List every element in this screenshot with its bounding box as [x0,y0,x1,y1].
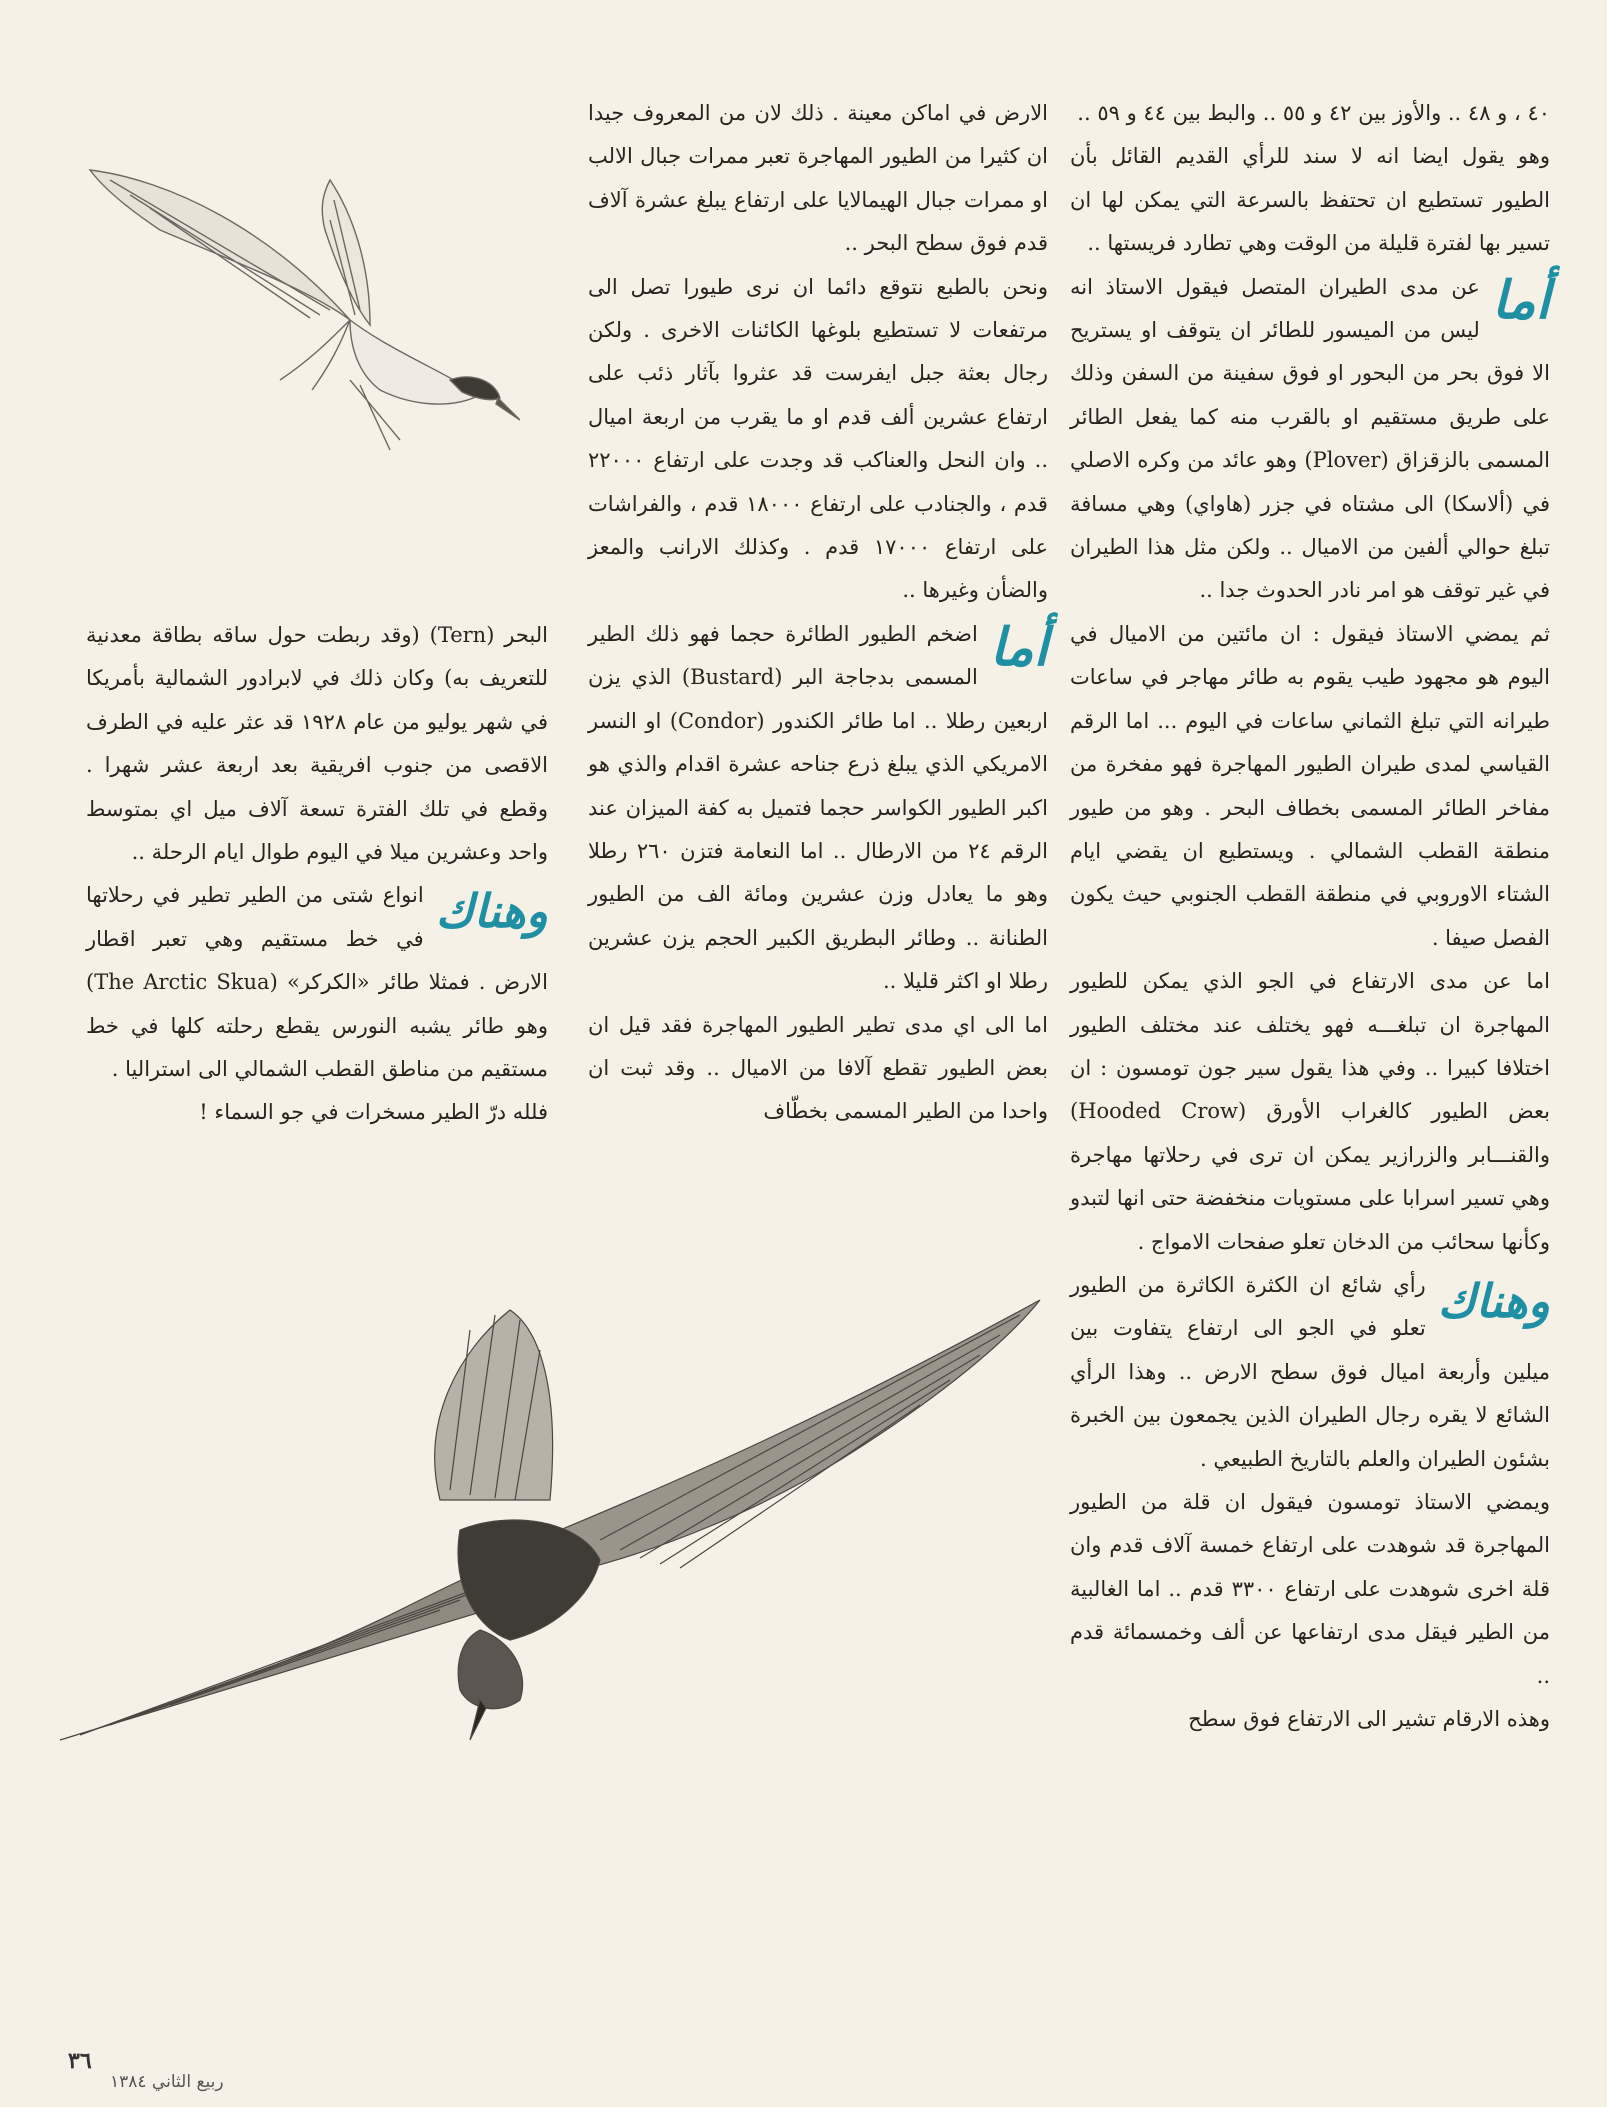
drop-cap-word: وهناك [1437,1273,1550,1328]
paragraph-with-dropcap [588,613,1048,1004]
paragraph: ثم يمضي الاستاذ فيقول : ان مائتين من الاميال في اليوم هو مجهود طيب يقوم به طائر مهاجر في ساعات طيرانه التي تبلغ الثماني ساعات في اليوم ... اما الرقم القياسي لمدى طيران الطيور المهاجرة فهو مفخرة من مفاخر الطائر المسمى بخطاف البحر . وهو من طيور منطقة القطب الشمالي . ويستطيع ان يقضي ايام الشتاء الاوروبي في منطقة القطب الجنوبي حيث يكون الفصل صيفا . [1070,621,1550,950]
paragraph-text: عن مدى الطيران المتصل فيقول الاستاذ انه ليس من الميسور للطائر ان يتوقف او يستريح الا فوق بحر من البحور او فوق سفينة من السفن وذلك على طريق مستقيم او بالقرب منه كما يفعل الطائر المسمى بالزقزاق (Plover) وهو عائد من وكره الاصلي في (ألاسكا) الى مشتاه في جزر (هاواي) وهي مسافة تبلغ حوالي ألفين من الاميال .. ولكن مثل هذا الطيران في غير توقف هو امر نادر الحدوث جدا .. [1070,274,1551,603]
paragraph-text: اضخم الطيور الطائرة حجما فهو ذلك الطير المسمى بدجاجة البر (Bustard) الذي يزن اربعين رطلا .. اما طائر الكندور (Condor) او النسر الامريكي الذي يبلغ ذرع جناحه عشرة اقدام والذي هو اكبر الطيور الكواسر حجما فتميل به كفة الميزان عند الرقم ٢٤ من الارطال .. اما النعامة فتزن ٢٦٠ رطلا وهو ما يعادل وزن عشرين ومائة الف من الطيور الطنانة .. وطائر البطريق الكبير الحجم يزن عشرين رطلا او اكثر قليلا .. [588,621,1048,994]
paragraph-with-dropcap [1070,1264,1550,1481]
paragraph: ٤٠ ، و ٤٨ .. والأوز بين ٤٢ و ٥٥ .. والبط بين ٤٤ و ٥٩ .. [1077,101,1550,125]
paragraph: ونحن بالطبع نتوقع دائما ان نرى طيورا تصل الى مرتفعات لا تستطيع بلوغها الكائنات الاخرى . ولكن رجال بعثة جبل ايفرست قد عثروا بآثار ذئب على ارتفاع عشرين ألف قدم او ما يقرب من اربعة اميال .. وان النحل والعناكب قد وجدت على ارتفاع ٢٢٠٠٠ قدم ، والجنادب على ارتفاع ١٨٠٠٠ قدم ، والفراشات على ارتفاع ١٧٠٠٠ قدم . وكذلك الارانب والمعز والضأن وغيرها .. [588,274,1049,603]
paragraph-text: رأي شائع ان الكثرة الكاثرة من الطيور تعلو في الجو الى ارتفاع يتفاوت بين ميلين وأربعة اميال فوق سطح الارض .. وهذا الرأي الشائع لا يقره رجال الطيران الذين يجمعون بين الخبرة بشئون الطيران والعلم بالتاريخ الطبيعي . [1070,1272,1550,1471]
tern-bird-icon [50,140,520,470]
text-column-left [86,614,548,1135]
drop-cap-word: أما [989,616,1048,678]
crow-bird-icon [40,1270,1070,1810]
paragraph: الارض في اماكن معينة . ذلك لان من المعروف جيدا ان كثيرا من الطيور المهاجرة تعبر ممرات جبال الالب او ممرات جبال الهيمالايا على ارتفاع يبلغ عشرة آلاف قدم فوق سطح البحر .. [588,101,1048,256]
paragraph-text: انواع شتى من الطير تطير في رحلاتها في خط مستقيم وهي تعبر اقطار الارض . فمثلا طائر «الكركر» (The Arctic Skua) وهو طائر يشبه النورس يقطع رحلته كلها في خط مستقيم من مناطق القطب الشمالي الى استراليا . [86,883,548,1082]
page-number: ٣٦ [68,2048,92,2074]
paragraph: وهو يقول ايضا انه لا سند للرأي القديم القائل بأن الطيور تستطيع ان تحتفظ بالسرعة التي يمكن لها ان تسير بها لفترة قليلة من الوقت وهي تطارد فريستها .. [1070,144,1550,256]
paragraph-with-dropcap [1070,266,1550,613]
closing-line: فلله درّ الطير مسخرات في جو السماء ! [199,1100,548,1125]
paragraph: اما الى اي مدى تطير الطيور المهاجرة فقد قيل ان بعض الطيور تقطع آلافا من الاميال .. وقد ثبت ان واحدا من الطير المسمى بخطّاف [588,1012,1048,1124]
text-column-right [1070,92,1550,1741]
paragraph-with-dropcap [86,874,548,1091]
paragraph: اما عن مدى الارتفاع في الجو الذي يمكن للطيور المهاجرة ان تبلغـــه فهو يختلف عند مختلف الطيور اختلافا كبيرا .. وفي هذا يقول سير جون تومسون : ان بعض الطيور كالغراب الأورق (Hooded Crow) والقنـــابر والزرازير يمكن ان ترى في رحلاتها مهاجرة وهي تسير اسرابا على مستويات منخفضة حتى انها لتبدو وكأنها سحائب من الدخان تعلو صفحات الامواج . [1070,969,1550,1254]
text-column-middle [588,92,1048,1134]
paragraph: ويمضي الاستاذ تومسون فيقول ان قلة من الطيور المهاجرة قد شوهدت على ارتفاع خمسة آلاف قدم وان قلة اخرى شوهدت على ارتفاع ٣٣٠٠ قدم .. اما الغالبية من الطير فيقل مدى ارتفاعها عن ألف وخمسمائة قدم .. [1070,1490,1550,1688]
issue-date: ربيع الثاني ١٣٨٤ [110,2072,224,2092]
paragraph: وهذه الارقام تشير الى الارتفاع فوق سطح [1188,1707,1550,1732]
paragraph: البحر (Tern) (وقد ربطت حول ساقه بطاقة معدنية للتعريف به) وكان ذلك في لابرادور الشمالية بأمريكا في شهر يوليو من عام ١٩٢٨ قد عثر عليه في الطرف الاقصى من جنوب افريقية بعد اربعة عشر شهرا . وقطع في تلك الفترة تسعة آلاف ميل اي بمتوسط واحد وعشرين ميلا في اليوم طوال ايام الرحلة .. [86,623,548,865]
drop-cap-word: أما [1491,269,1550,331]
drop-cap-word: وهناك [435,884,548,939]
